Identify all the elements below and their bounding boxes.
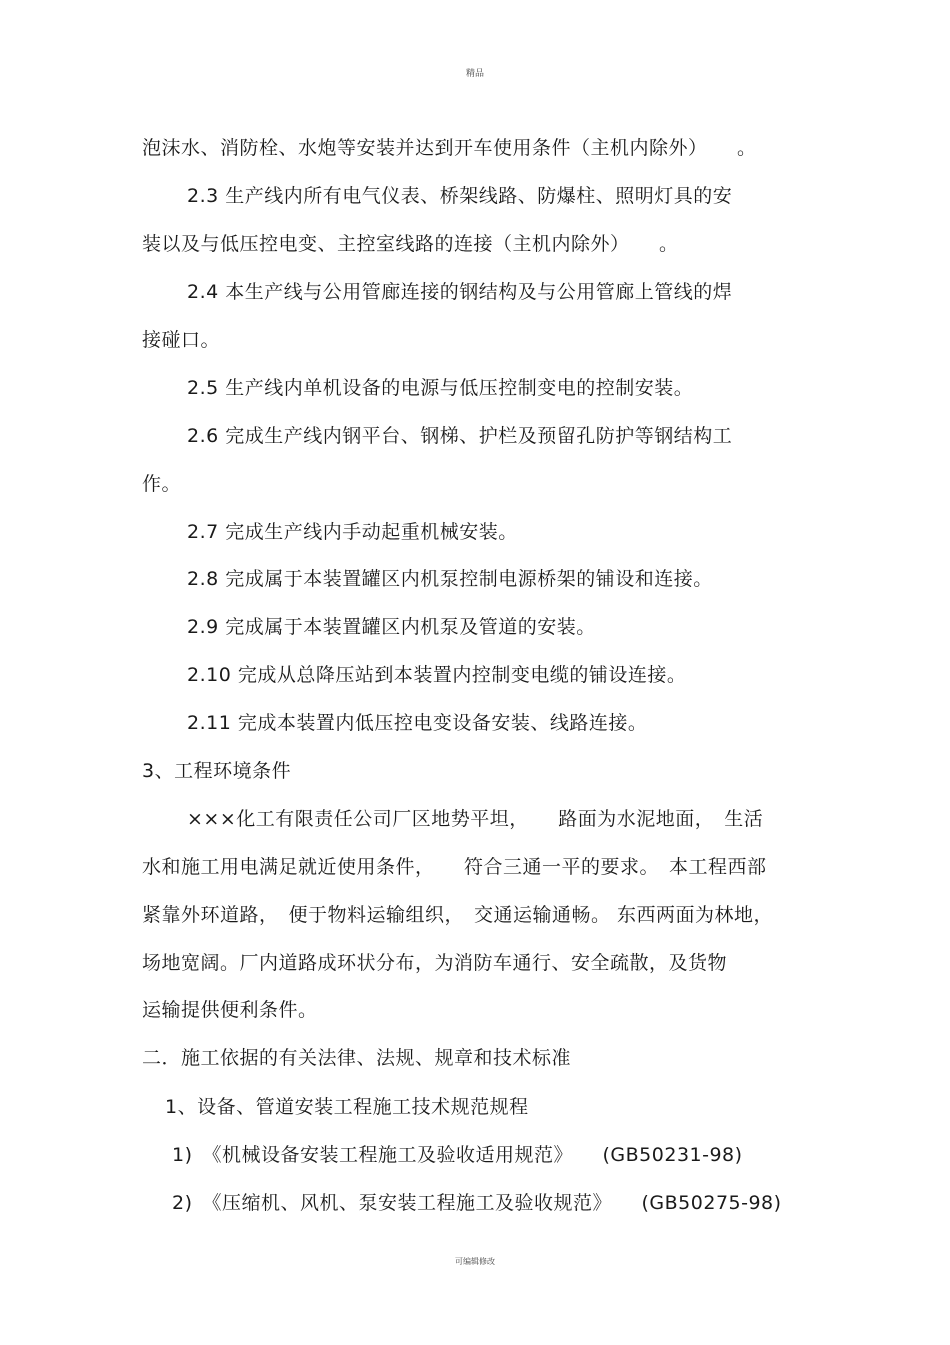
text-line: ×××化工有限责任公司厂区地势平坦， 路面为水泥地面， 生活 xyxy=(187,808,764,830)
standard-list-item: 1) 《机械设备安装工程施工及验收适用规范》 (GB50231-98) xyxy=(172,1144,743,1166)
subsection-heading: 1、设备、管道安装工程施工技术规范规程 xyxy=(165,1096,529,1118)
text-line: 紧靠外环道路， 便于物料运输组织， 交通运输通畅。 东西两面为林地， xyxy=(142,904,774,926)
text-line: 运输提供便利条件。 xyxy=(142,999,318,1021)
text-line: 装以及与低压控电变、主控室线路的连接（主机内除外） 。 xyxy=(142,233,679,255)
chapter-heading: 二．施工依据的有关法律、法规、规章和技术标准 xyxy=(142,1047,572,1069)
text-line: 2.6 完成生产线内钢平台、钢梯、护栏及预留孔防护等钢结构工 xyxy=(187,425,733,447)
text-line: 2.5 生产线内单机设备的电源与低压控制变电的控制安装。 xyxy=(187,377,694,399)
text-line: 场地宽阔。厂内道路成环状分布，为消防车通行、安全疏散，及货物 xyxy=(142,952,728,974)
page-footer: 可编辑修改 xyxy=(455,1257,495,1266)
section-heading: 3、工程环境条件 xyxy=(142,760,292,782)
text-line: 2.4 本生产线与公用管廊连接的钢结构及与公用管廊上管线的焊 xyxy=(187,281,733,303)
text-line: 2.7 完成生产线内手动起重机械安装。 xyxy=(187,521,518,543)
text-line: 2.10 完成从总降压站到本装置内控制变电缆的铺设连接。 xyxy=(187,664,687,686)
text-line: 泡沫水、消防栓、水炮等安装并达到开车使用条件（主机内除外） 。 xyxy=(142,137,757,159)
text-line: 2.8 完成属于本装置罐区内机泵控制电源桥架的铺设和连接。 xyxy=(187,568,713,590)
page-header: 精品 xyxy=(465,69,484,79)
text-line: 2.3 生产线内所有电气仪表、桥架线路、防爆柱、照明灯具的安 xyxy=(187,185,733,207)
text-line: 接碰口。 xyxy=(142,329,221,351)
text-line: 2.11 完成本装置内低压控电变设备安装、线路连接。 xyxy=(187,712,648,734)
text-line: 作。 xyxy=(142,473,182,495)
text-line: 2.9 完成属于本装置罐区内机泵及管道的安装。 xyxy=(187,616,596,638)
text-line: 水和施工用电满足就近使用条件， 符合三通一平的要求。 本工程西部 xyxy=(142,856,767,878)
standard-list-item: 2) 《压缩机、风机、泵安装工程施工及验收规范》 (GB50275-98) xyxy=(172,1192,782,1214)
